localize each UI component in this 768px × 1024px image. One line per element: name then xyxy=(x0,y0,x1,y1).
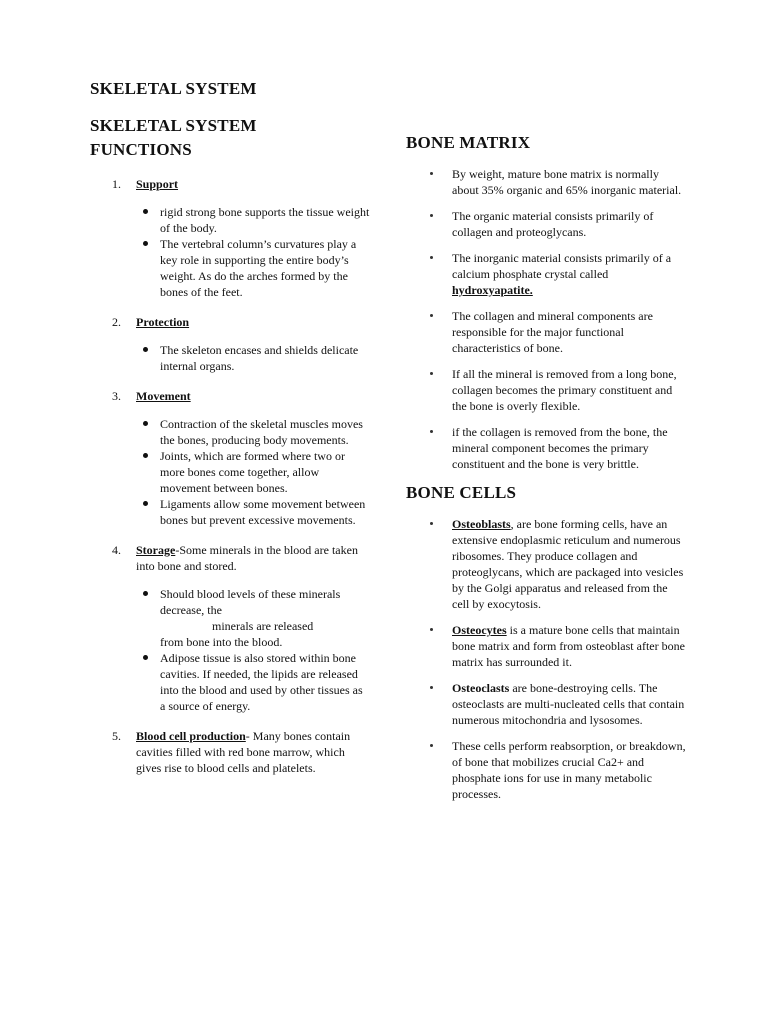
bullet-text: Should blood levels of these minerals decrease, the xyxy=(160,587,341,617)
bullet-text-cont: minerals are released xyxy=(212,619,314,633)
function-item-blood-cell-production xyxy=(90,728,370,776)
storage-description: -Some minerals in the blood are taken into bone and stored. xyxy=(136,543,358,573)
function-item-movement xyxy=(90,388,370,528)
list-item xyxy=(136,650,370,714)
matrix-text: The inorganic material consists primarily of a calcium phosphate crystal called xyxy=(452,251,672,281)
bullet-icon xyxy=(430,744,433,747)
list-item xyxy=(406,166,686,198)
bullet-icon xyxy=(143,655,148,660)
list-item xyxy=(136,448,370,496)
list-item xyxy=(406,680,686,728)
bullet-icon xyxy=(430,314,433,317)
bullet-text-cont: from bone into the blood. xyxy=(160,635,283,649)
bullet-text: rigid strong bone supports the tissue weight of the body. xyxy=(160,205,370,235)
bullet-icon xyxy=(430,256,433,259)
hydroxyapatite-term: hydroxyapatite. xyxy=(452,283,533,297)
list-item xyxy=(136,416,370,448)
list-item xyxy=(136,496,370,528)
cell-text: is a mature bone cells that maintain bone matrix and form from osteoblast after bone matrix has surrounded it. xyxy=(452,623,685,669)
support-bullets xyxy=(136,204,370,300)
section-heading-bone-cells: BONE CELLS xyxy=(406,483,517,502)
function-item-protection xyxy=(90,314,370,374)
cell-text: , are bone forming cells, have an extensive endoplasmic reticulum and numerous ribosomes. They produce collagen and proteoglycans, which are packaged into vesicles by the Golgi apparatus and released from the cell by exocytosis. xyxy=(452,517,684,611)
cell-text: These cells perform reabsorption, or breakdown, of bone that mobilizes crucial Ca2+ and phosphate ions for use in many metabolic processes. xyxy=(452,739,686,801)
function-heading-blood-cell-production xyxy=(136,729,350,775)
functions-heading-line1: SKELETAL SYSTEM xyxy=(90,116,257,135)
function-item-storage xyxy=(90,542,370,714)
list-item xyxy=(406,366,686,414)
item-number: 2. xyxy=(112,315,121,329)
bullet-text: The skeleton encases and shields delicate internal organs. xyxy=(160,343,359,373)
bullet-icon xyxy=(143,501,148,506)
list-item xyxy=(136,342,370,374)
blood-cell-term: Blood cell production xyxy=(136,729,246,743)
bullet-text: Adipose tissue is also stored within bone cavities. If needed, the lipids are released into the blood and used by other tissues as a source of energy. xyxy=(160,651,363,713)
item-number: 4. xyxy=(112,543,121,557)
bullet-icon xyxy=(143,591,148,596)
cell-term: Osteocytes xyxy=(452,623,507,637)
function-heading-movement: Movement xyxy=(136,389,191,403)
item-number: 1. xyxy=(112,177,121,191)
bullet-icon xyxy=(430,430,433,433)
list-item xyxy=(406,250,686,298)
function-item-support xyxy=(90,176,370,300)
bullet-text: Contraction of the skeletal muscles moves the bones, producing body movements. xyxy=(160,417,363,447)
bullet-icon xyxy=(143,421,148,426)
storage-term: Storage xyxy=(136,543,176,557)
cell-term: Osteoblasts xyxy=(452,517,511,531)
page-title: SKELETAL SYSTEM xyxy=(90,79,257,98)
cell-term: Osteoclasts xyxy=(452,681,510,695)
bullet-icon xyxy=(143,241,148,246)
function-heading-support: Support xyxy=(136,177,179,191)
item-number: 5. xyxy=(112,729,121,743)
matrix-text: if the collagen is removed from the bone, the mineral component becomes the primary constituent and the bone is very brittle. xyxy=(452,425,668,471)
bullet-icon xyxy=(430,372,433,375)
section-heading-bone-matrix: BONE MATRIX xyxy=(406,133,531,152)
list-item xyxy=(406,622,686,670)
functions-list xyxy=(90,176,370,776)
bone-cells-list xyxy=(406,516,686,802)
bullet-icon xyxy=(430,628,433,631)
bullet-icon xyxy=(143,347,148,352)
bullet-text: The vertebral column’s curvatures play a key role in supporting the entire body’s weight. As do the arches formed by the bones of the feet. xyxy=(160,237,357,299)
bullet-icon xyxy=(430,214,433,217)
bullet-icon xyxy=(143,209,148,214)
bullet-icon xyxy=(430,686,433,689)
list-item xyxy=(136,236,370,300)
left-column xyxy=(90,78,370,790)
bullet-icon xyxy=(430,522,433,525)
matrix-text: The collagen and mineral components are responsible for the major functional characteristics of bone. xyxy=(452,309,653,355)
section-heading-functions xyxy=(90,114,370,162)
item-number: 3. xyxy=(112,389,121,403)
function-heading-storage xyxy=(136,542,370,574)
matrix-text: By weight, mature bone matrix is normally about 35% organic and 65% inorganic material. xyxy=(452,167,682,197)
blood-cell-description: - Many bones contain cavities filled with red bone marrow, which gives rise to blood cells and platelets. xyxy=(136,729,351,775)
bone-matrix-list xyxy=(406,166,686,472)
movement-bullets xyxy=(136,416,370,528)
storage-bullets xyxy=(136,586,370,714)
list-item xyxy=(406,308,686,356)
list-item xyxy=(406,208,686,240)
matrix-text: If all the mineral is removed from a long bone, collagen becomes the primary constituent and the bone is overly flexible. xyxy=(452,367,677,413)
bullet-icon xyxy=(143,453,148,458)
list-item xyxy=(406,738,686,802)
bullet-text: Joints, which are formed where two or more bones come together, allow movement between bones. xyxy=(160,449,345,495)
list-item xyxy=(406,516,686,612)
bullet-text: Ligaments allow some movement between bones but prevent excessive movements. xyxy=(160,497,366,527)
list-item xyxy=(406,424,686,472)
function-heading-protection: Protection xyxy=(136,315,190,329)
right-column xyxy=(406,132,686,812)
bullet-icon xyxy=(430,172,433,175)
functions-heading-line2: FUNCTIONS xyxy=(90,140,192,159)
matrix-text: The organic material consists primarily of collagen and proteoglycans. xyxy=(452,209,654,239)
list-item xyxy=(136,204,370,236)
protection-bullets xyxy=(136,342,370,374)
list-item xyxy=(136,586,370,650)
cell-text: are bone-destroying cells. The osteoclasts are multi-nucleated cells that contain numerous mitochondria and lysosomes. xyxy=(452,681,685,727)
